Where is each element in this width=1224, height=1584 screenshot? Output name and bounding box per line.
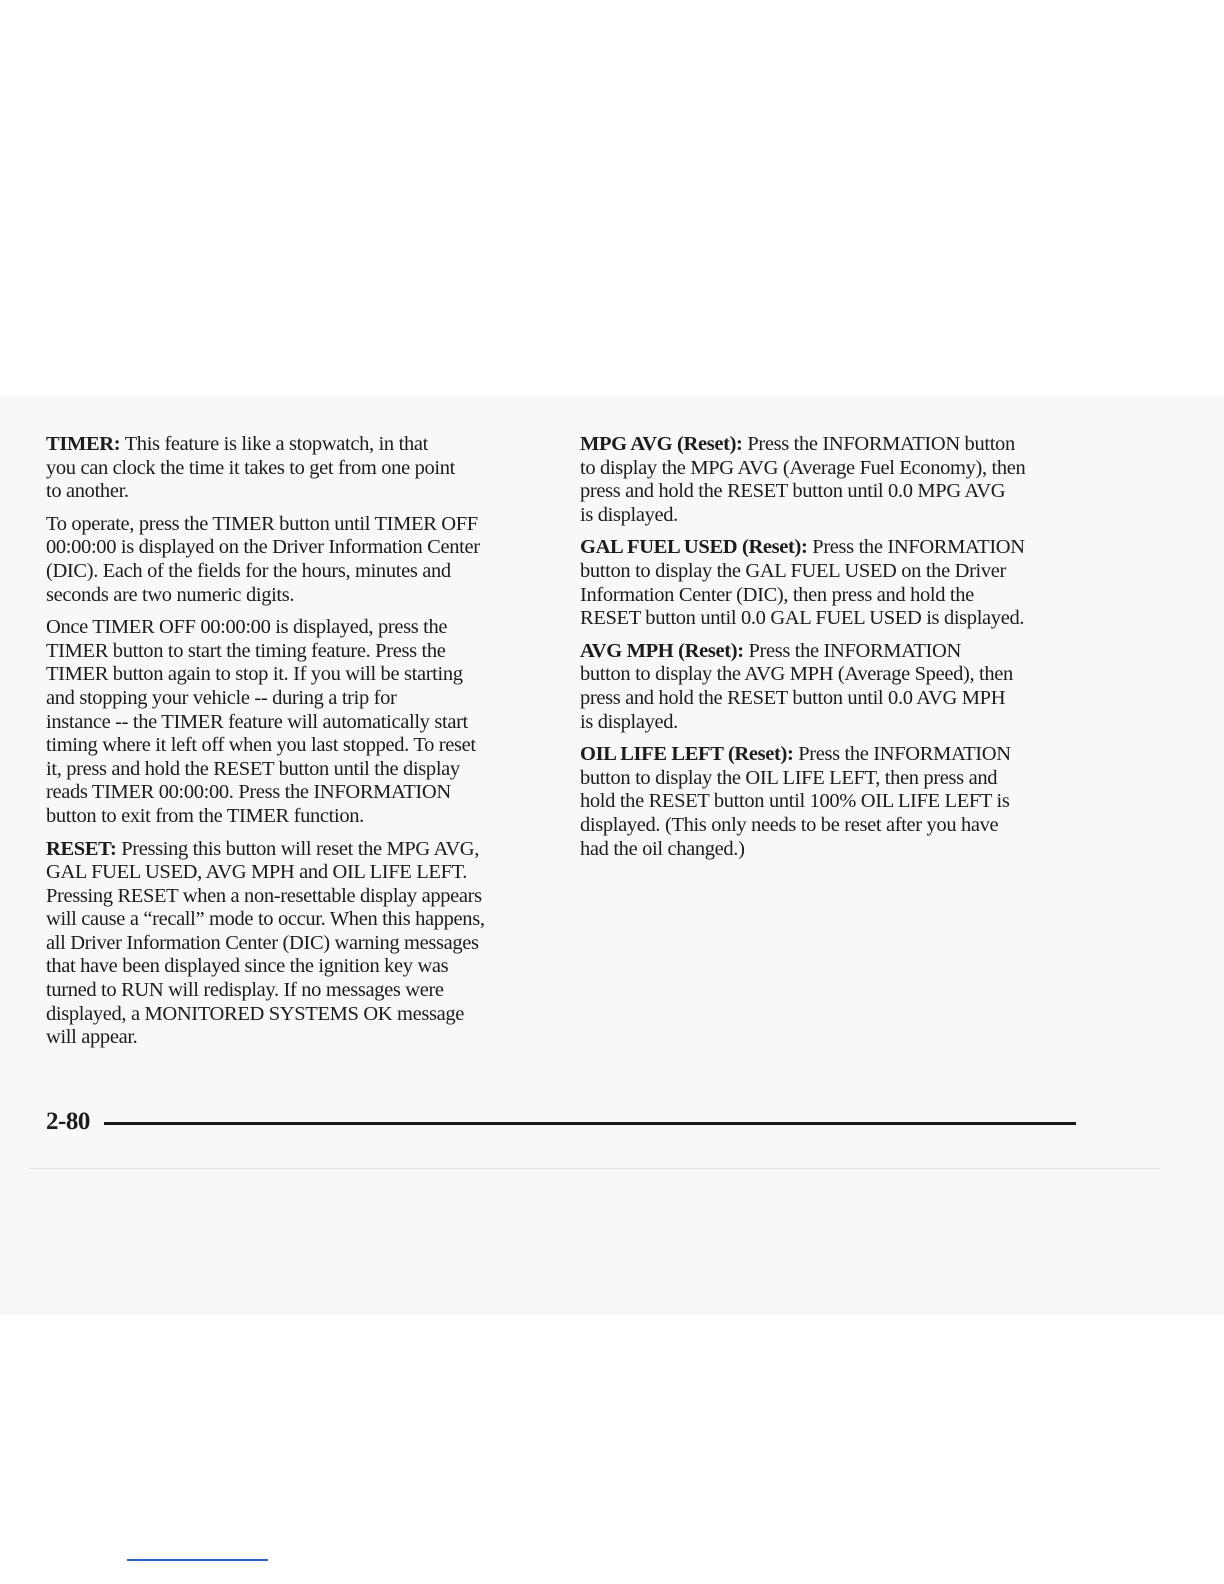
avg-mph-paragraph: [580, 640, 1080, 734]
text-line: To operate, press the TIMER button until TIMER OFF: [46, 512, 478, 535]
operate-paragraph: [46, 513, 536, 607]
text-line: press and hold the RESET button until 0.0 AVG MPH: [580, 686, 1006, 709]
text-line: Pressing RESET when a non-resettable display appears: [46, 884, 482, 907]
text-line: (DIC). Each of the fields for the hours, minutes and: [46, 559, 451, 582]
text-line: timing where it left off when you last stopped. To reset: [46, 734, 476, 757]
once-timer-paragraph: [46, 616, 536, 828]
text-line: is displayed.: [580, 710, 678, 733]
text-line: [580, 433, 1080, 457]
oil-life-left-heading: OIL LIFE LEFT (Reset):: [580, 743, 794, 766]
text-line: button to display the OIL LIFE LEFT, then press and: [580, 766, 998, 789]
timer-paragraph: [46, 433, 536, 504]
page-footer: [46, 1107, 1076, 1137]
timer-heading: TIMER:: [46, 433, 121, 455]
text-line: This feature is like a stopwatch, in that: [124, 433, 428, 455]
link-underline: [127, 1559, 268, 1561]
avg-mph-heading: AVG MPH (Reset):: [580, 639, 744, 662]
mpg-avg-paragraph: [580, 433, 1080, 527]
text-line: and stopping your vehicle -- during a trip for: [46, 686, 397, 709]
text-line: TIMER button again to stop it. If you will be starting: [46, 663, 463, 686]
text-line: Press the INFORMATION: [812, 536, 1025, 559]
text-line: is displayed.: [580, 503, 678, 526]
text-line: seconds are two numeric digits.: [46, 583, 295, 606]
text-line: hold the RESET button until 100% OIL LIFE LEFT is: [580, 790, 1010, 813]
text-line: [580, 640, 1080, 664]
reset-paragraph: [46, 838, 536, 1050]
text-line: Press the INFORMATION button: [747, 433, 1015, 455]
gal-fuel-used-paragraph: [580, 536, 1080, 630]
text-line: button to display the GAL FUEL USED on the Driver: [580, 559, 1007, 582]
text-line: 00:00:00 is displayed on the Driver Information Center: [46, 536, 480, 559]
text-line: all Driver Information Center (DIC) warning messages: [46, 931, 479, 954]
text-line: [580, 743, 1080, 767]
text-line: instance -- the TIMER feature will automatically start: [46, 710, 468, 733]
text-line: [46, 838, 536, 862]
text-line: TIMER button to start the timing feature. Press the: [46, 639, 446, 662]
text-line: Information Center (DIC), then press and hold the: [580, 583, 974, 606]
text-line: will appear.: [46, 1026, 138, 1049]
text-line: you can clock the time it takes to get from one point: [46, 456, 455, 479]
text-line: Pressing this button will reset the MPG AVG,: [121, 837, 480, 860]
page-number: 2-80: [46, 1108, 90, 1135]
oil-life-left-paragraph: [580, 743, 1080, 861]
left-column: [46, 433, 536, 1059]
text-line: Once TIMER OFF 00:00:00 is displayed, press the: [46, 616, 448, 639]
text-line: RESET button until 0.0 GAL FUEL USED is displayed.: [580, 607, 1025, 630]
mpg-avg-heading: MPG AVG (Reset):: [580, 433, 743, 455]
text-line: Press the INFORMATION: [798, 743, 1011, 766]
text-line: reads TIMER 00:00:00. Press the INFORMATION: [46, 781, 451, 804]
text-line: button to display the AVG MPH (Average Speed), then: [580, 663, 1013, 686]
text-line: [46, 433, 536, 457]
text-line: displayed, a MONITORED SYSTEMS OK message: [46, 1002, 465, 1025]
gal-fuel-used-heading: GAL FUEL USED (Reset):: [580, 536, 808, 559]
right-column: [580, 433, 1080, 870]
text-line: Press the INFORMATION: [748, 639, 961, 662]
reset-heading: RESET:: [46, 837, 117, 860]
text-line: it, press and hold the RESET button until the display: [46, 757, 460, 780]
text-line: button to exit from the TIMER function.: [46, 804, 364, 827]
text-line: press and hold the RESET button until 0.0 MPG AVG: [580, 480, 1006, 503]
text-line: to display the MPG AVG (Average Fuel Economy), then: [580, 456, 1026, 479]
footer-rule: [104, 1122, 1076, 1125]
text-line: will cause a “recall” mode to occur. When this happens,: [46, 908, 485, 931]
text-line: turned to RUN will redisplay. If no messages were: [46, 979, 444, 1002]
text-line: had the oil changed.): [580, 837, 745, 860]
text-line: that have been displayed since the ignition key was: [46, 955, 449, 978]
text-line: [580, 536, 1080, 560]
text-line: GAL FUEL USED, AVG MPH and OIL LIFE LEFT.: [46, 861, 468, 884]
scan-shadow-line: [30, 1168, 1160, 1169]
text-line: displayed. (This only needs to be reset after you have: [580, 813, 999, 836]
text-line: to another.: [46, 480, 129, 503]
